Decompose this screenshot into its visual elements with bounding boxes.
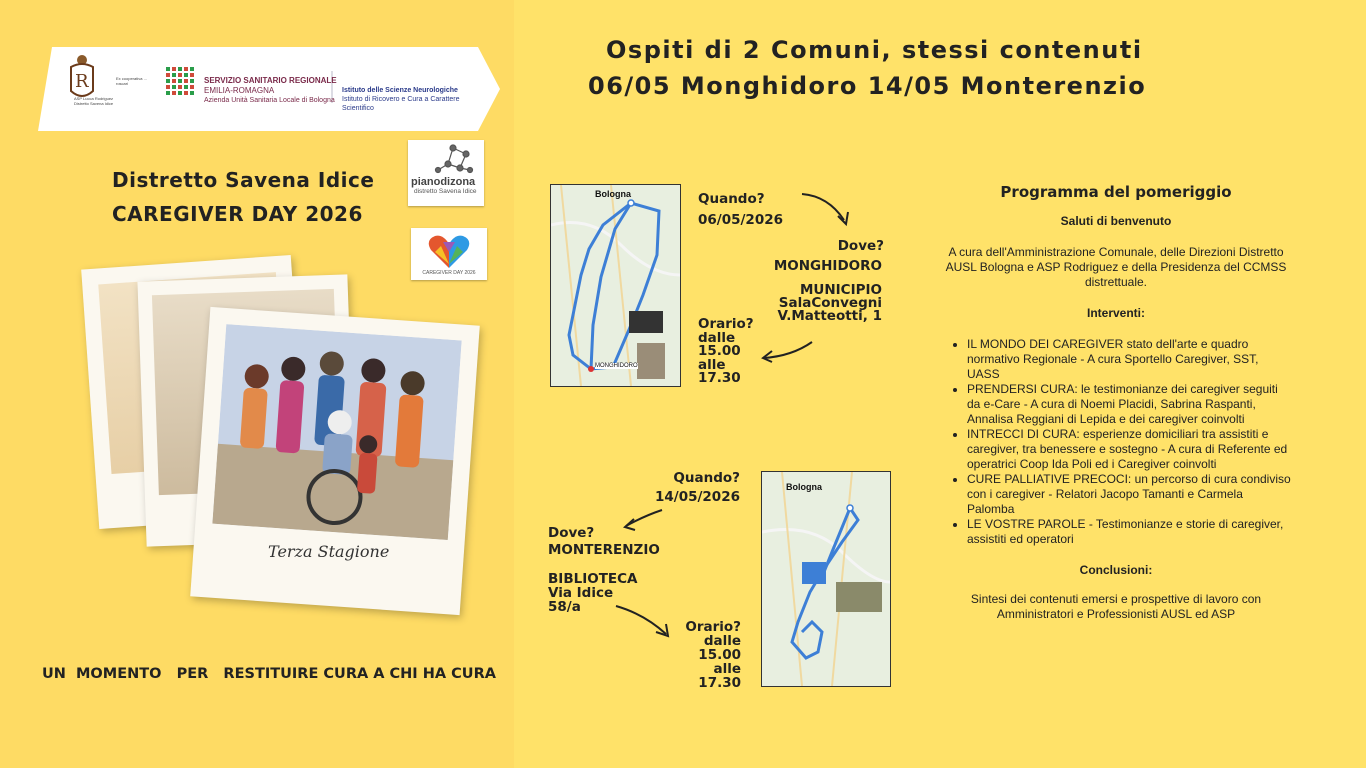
event1-time xyxy=(698,318,754,386)
pdz-sub: distretto Savena Idice xyxy=(414,188,477,195)
event1-where-label: Dove? xyxy=(837,238,884,254)
pdz-word: pianodizona xyxy=(411,176,476,188)
map1-city: Bologna xyxy=(595,189,631,199)
event1-time-from-word: dalle xyxy=(698,329,736,346)
event1-time-from: 15.00 xyxy=(698,343,741,359)
polaroid-caption: Terza Stagione xyxy=(268,541,390,561)
event1-when-label: Quando? xyxy=(698,191,765,207)
cg-logo-caption: CAREGIVER DAY 2026 xyxy=(422,270,476,276)
intervention-item: • CURE PALLIATIVE PRECOCI: un percorso di cura condiviso con i caregiver - Relatori Jacopo Tamanti e Carmela Palomba xyxy=(967,472,1292,517)
event2-time-from-word: dalle xyxy=(703,633,741,649)
event1-date: 06/05/2026 xyxy=(698,212,784,228)
isn-logo-text xyxy=(342,86,482,113)
intervention-item: • INTRECCI DI CURA: esperienze domiciliari tra assistiti e caregiver, tra benessere e sostegno - A cura di Referente ed operatrici Coop Ida Poli ed i Caregiver coinvolti xyxy=(967,427,1292,472)
event1-town: MONGHIDORO xyxy=(773,258,882,274)
event2-town: MONTERENZIO xyxy=(548,542,660,558)
ssr-line3: Azienda Unità Sanitaria Locale di Bologna xyxy=(204,97,335,104)
network-icon xyxy=(408,140,484,206)
event-title: CAREGIVER DAY 2026 xyxy=(112,202,363,226)
event2-time-label: Orario? xyxy=(685,619,741,635)
map-monghidoro xyxy=(550,184,681,387)
event2-time-from: 15.00 xyxy=(698,647,741,663)
event2-when-label: Quando? xyxy=(673,470,740,486)
interventions-heading: Interventi: xyxy=(1086,306,1145,320)
event2-where-label: Dove? xyxy=(548,525,595,541)
ssr-line2: EMILIA-ROMAGNA xyxy=(204,86,275,95)
event2-time-to-word: alle xyxy=(713,661,741,677)
event2-venue-line2: Via Idice xyxy=(548,585,614,601)
event2-date: 14/05/2026 xyxy=(654,489,740,505)
event1-time-to-word: alle xyxy=(698,356,726,373)
svg-text:R: R xyxy=(75,71,89,92)
ssr-line1: SERVIZIO SANITARIO REGIONALE xyxy=(204,76,337,85)
conclusions-heading: Conclusioni: xyxy=(1079,563,1153,577)
intervention-item: • IL MONDO DEI CAREGIVER stato dell'arte e quadro normativo Regionale - A cura Sportello Caregiver, SST, UASS xyxy=(967,337,1292,382)
event2-time-to: 17.30 xyxy=(698,675,741,691)
programme xyxy=(940,185,1292,622)
event1-time-label: Orario? xyxy=(698,316,754,332)
welcome-heading: Saluti di benvenuto xyxy=(1060,214,1172,228)
map-monterenzio xyxy=(761,471,891,687)
programme-title: Programma del pomeriggio xyxy=(1000,183,1232,201)
event1-venue-line2: SalaConvegni xyxy=(778,295,882,311)
welcome-text: A cura dell'Amministrazione Comunale, delle Direzioni Distretto AUSL Bologna e ASP Rodriguez e della Presidenza del CCMSS distrettuale. xyxy=(945,245,1287,289)
intervention-item: • LE VOSTRE PAROLE - Testimonianze e storie di caregiver, assistiti ed operatori xyxy=(967,517,1292,547)
district-title: Distretto Savena Idice xyxy=(112,168,375,192)
asp-logo-caption: ASP Lucca Rodriguez Distretto Savena Idice xyxy=(74,96,114,106)
map2-city: Bologna xyxy=(786,482,822,492)
polaroid-front xyxy=(190,307,480,615)
caregiver-day-logo xyxy=(411,228,487,280)
header-line1: Ospiti di 2 Comuni, stessi contenuti xyxy=(606,36,1143,64)
event2-venue-line1: BIBLIOTECA xyxy=(548,571,638,587)
isn-line1: Istituto delle Scienze Neurologiche xyxy=(342,87,458,94)
map1-dest: MONGHIDORO xyxy=(595,363,638,369)
event1-venue-line1: MUNICIPIO xyxy=(799,282,882,298)
event2-venue-line3: 58/a xyxy=(548,599,581,615)
route-map-icon xyxy=(762,472,890,686)
arrow-left-icon xyxy=(618,506,666,532)
arrow-down-right-icon xyxy=(798,188,858,230)
event1-time-to: 17.30 xyxy=(698,370,741,386)
event2-time xyxy=(660,620,741,690)
conclusions-text: Sintesi dei contenuti emersi e prospettive di lavoro con Amministratori e Professionisti AUSL ed ASP xyxy=(970,592,1262,621)
event1-venue xyxy=(740,284,882,323)
header-line2: 06/05 Monghidoro 14/05 Monterenzio xyxy=(588,72,1147,100)
ssr-logo-text xyxy=(204,76,344,106)
piano-di-zona-logo xyxy=(408,140,484,206)
event1-venue-line3: V.Matteotti, 1 xyxy=(777,308,882,324)
intervention-item: • PRENDERSI CURA: le testimonianze dei caregiver seguiti da e-Care - A cura di Noemi Placidi, Sabrina Raspanti, Annalisa Reggiani di Lepida e dei caregiver coinvolti xyxy=(967,382,1292,427)
arrow-down-left-icon xyxy=(756,338,816,364)
route-map-icon xyxy=(551,185,680,386)
interventions-list xyxy=(940,337,1292,547)
slogan: UN MOMENTO PER RESTITUIRE CURA A CHI HA CURA xyxy=(42,666,496,682)
family-illustration-icon xyxy=(212,324,461,540)
isn-line2: Istituto di Ricovero e Cura a Carattere Scientifico xyxy=(342,96,460,112)
asp-logo-small-text: Ex cooperativa ... roscari xyxy=(116,76,147,86)
